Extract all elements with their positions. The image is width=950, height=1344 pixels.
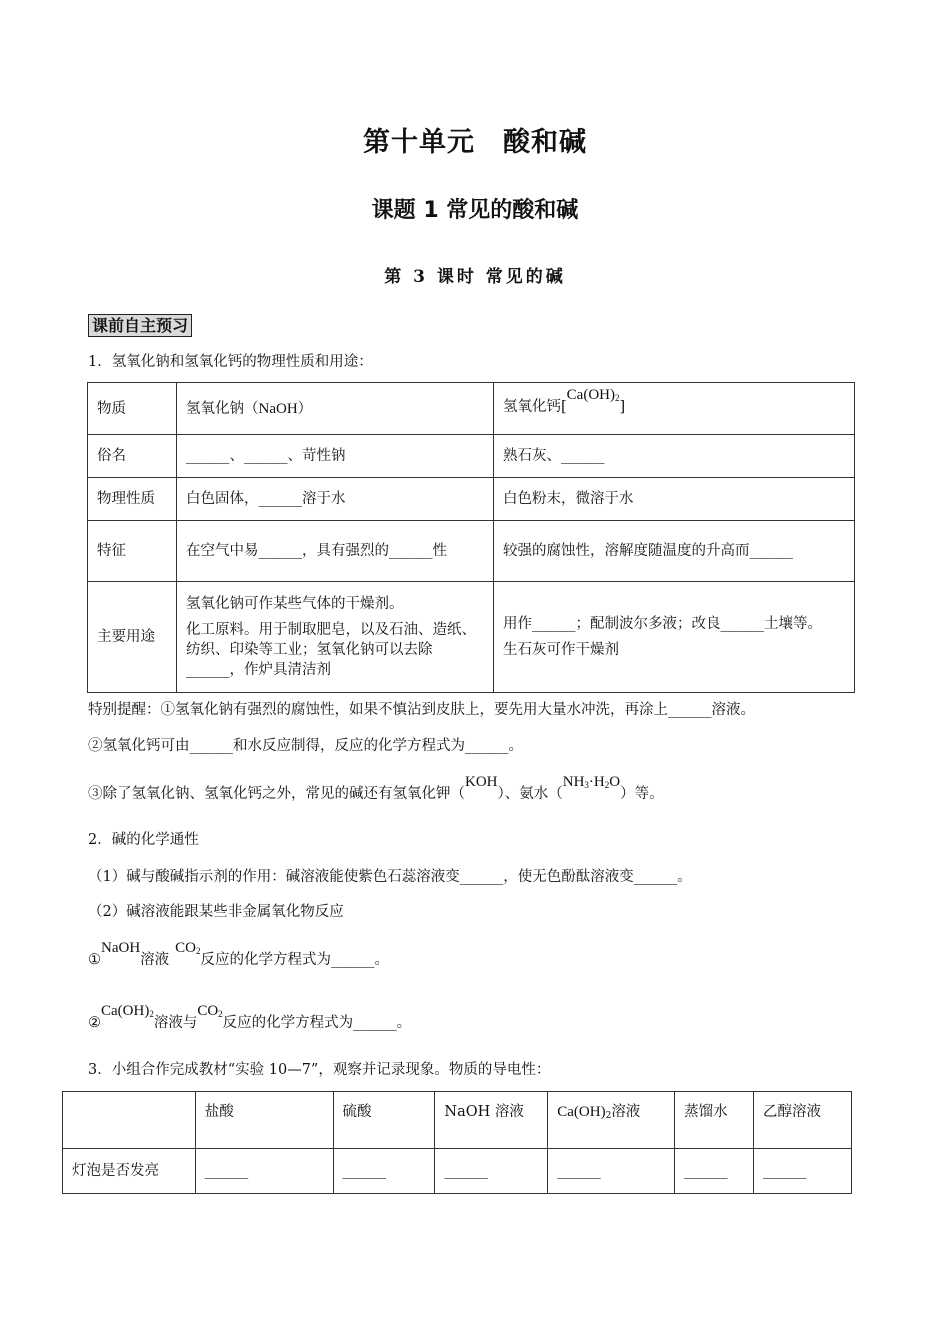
caoh-use-1: 用作______；配制波尔多液；改良______土壤等。 [503, 616, 822, 632]
blank-cell: ______ [435, 1149, 548, 1194]
blank-cell: ______ [548, 1149, 675, 1194]
blank-cell: ______ [675, 1149, 754, 1194]
caoh-formula: $Ca(OH)_2$ [101, 1003, 154, 1019]
unit-title: 第十单元 酸和碱 [363, 127, 587, 158]
naoh-use-1: 氢氧化钠可作某些气体的干燥剂。 [186, 596, 404, 612]
naoh-formula: NaOH [258, 400, 298, 417]
row-label: 主要用途 [88, 582, 177, 693]
row-label: 灯泡是否发亮 [63, 1149, 196, 1194]
column-header: NaOH 溶液 [435, 1092, 548, 1149]
table-row [63, 1149, 852, 1194]
lesson-title: 课题 1 常见的酸和碱 [371, 198, 579, 223]
table-row [63, 1092, 852, 1149]
row-label: 俗名 [88, 435, 177, 478]
cell-naoh: 白色固体，______溶于水 [177, 478, 494, 521]
cell-caoh: 白色粉末，微溶于水 [494, 478, 855, 521]
cell-naoh: 在空气中易______，具有强烈的______性 [177, 521, 494, 582]
q2-equation-1: ①NaOH溶液$CO_2$反应的化学方程式为______。 [88, 940, 389, 968]
header-naoh: 氢氧化钠（NaOH） [177, 383, 494, 435]
column-header: 蒸馏水 [675, 1092, 754, 1149]
table-row [88, 435, 855, 478]
naoh-use-2: 化工原料。用于制取肥皂，以及石油、造纸、纺织、印染等工业；氢氧化钠可以去除______，作炉具清洁剂 [186, 622, 476, 678]
section-tag: 课前自主预习 [88, 314, 192, 337]
q2-equation-2: $②Ca(OH)_2$溶液与$CO_2$反应的化学方程式为______。 [88, 1003, 412, 1031]
cell-caoh [494, 582, 855, 693]
cell-caoh: 较强的腐蚀性，溶解度随温度的升高而______ [494, 521, 855, 582]
blank-cell: ______ [333, 1149, 435, 1194]
table-row [88, 521, 855, 582]
cell-caoh: 熟石灰、______ [494, 435, 855, 478]
column-header: $Ca(OH)_2$溶液 [548, 1092, 675, 1149]
caoh-formula: $Ca(OH)_2$ [566, 387, 620, 403]
table-row [88, 383, 855, 435]
q2-heading: 2．碱的化学通性 [88, 832, 199, 848]
q2-item-1: （1）碱与酸碱指示剂的作用：碱溶液能使紫色石蕊溶液变______，使无色酚酞溶液变______。 [88, 869, 692, 885]
q2-item-2: （2）碱溶液能跟某些非金属氧化物反应 [88, 904, 344, 920]
note-3: ③除了氢氧化钠、氢氧化钙之外，常见的碱还有氢氧化钾（KOH）、氨水$(NH_3\cdot H_2O)$等。 [88, 774, 664, 802]
note-2: ②氢氧化钙可由______和水反应制得，反应的化学方程式为______。 [88, 738, 523, 754]
header-label: 物质 [88, 383, 177, 435]
q1-heading: 1．氢氧化钠和氢氧化钙的物理性质和用途： [88, 354, 373, 370]
conductivity-table [62, 1091, 852, 1194]
blank-cell: ______ [195, 1149, 333, 1194]
properties-table [87, 382, 855, 693]
cell-naoh [177, 582, 494, 693]
nh3h2o-formula: $NH_3\cdot H_2O$ [562, 774, 621, 790]
q3-heading: 3．小组合作完成教材“实验 10—7”，观察并记录现象。物质的导电性： [88, 1062, 551, 1078]
table-row [88, 478, 855, 521]
naoh-formula: NaOH [101, 940, 141, 956]
caoh-use-2: 生石灰可作干燥剂 [503, 642, 619, 658]
row-label: 特征 [88, 521, 177, 582]
column-header: 盐酸 [195, 1092, 333, 1149]
column-header [63, 1092, 196, 1149]
co2-formula: $CO_2$ [197, 1003, 223, 1019]
column-header: 硫酸 [333, 1092, 435, 1149]
cell-naoh: ______、______、苛性钠 [177, 435, 494, 478]
column-header: 乙醇溶液 [754, 1092, 852, 1149]
table-row [88, 582, 855, 693]
blank-cell: ______ [754, 1149, 852, 1194]
koh-formula: KOH [465, 774, 498, 790]
header-caoh: 氢氧化钙$[Ca(OH)_2]$ [494, 383, 855, 435]
row-label: 物理性质 [88, 478, 177, 521]
note-1: 特别提醒：①氢氧化钠有强烈的腐蚀性，如果不慎沾到皮肤上，要先用大量水冲洗，再涂上______溶液。 [88, 702, 755, 718]
co2-formula: $CO_2$ [175, 940, 201, 956]
period-title: 第 3 课时 常见的碱 [384, 267, 566, 287]
